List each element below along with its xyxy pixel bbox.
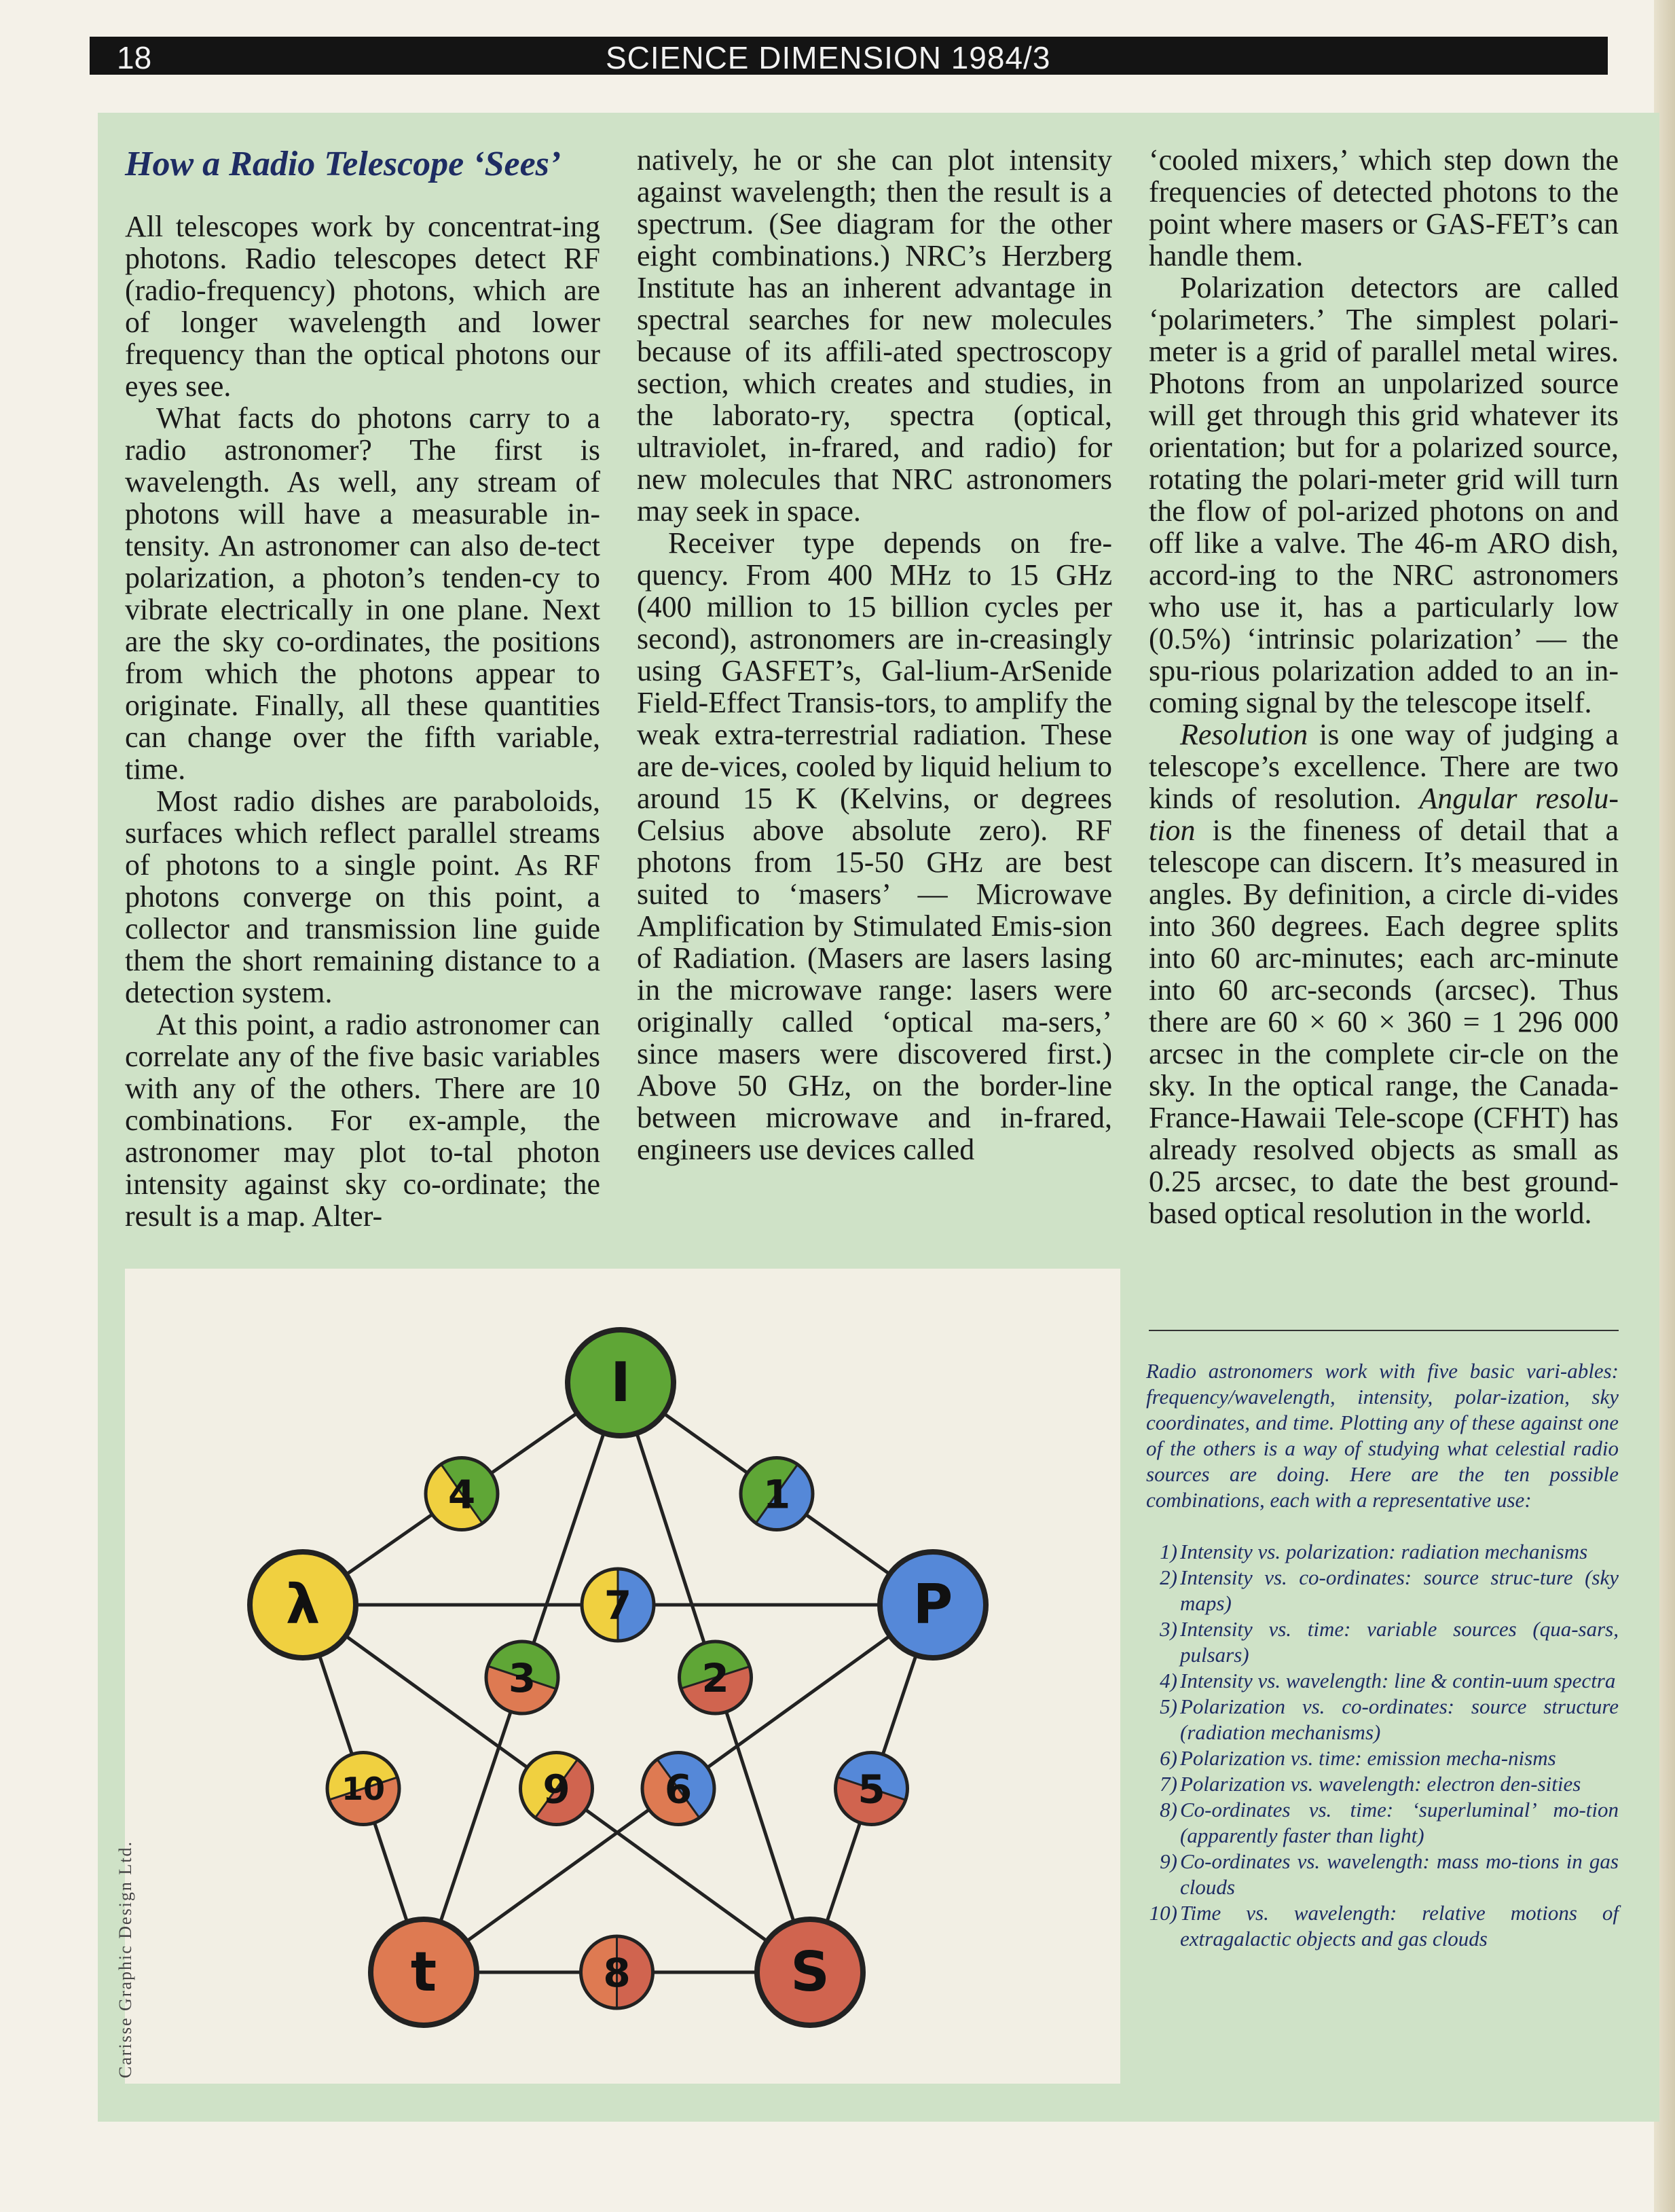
article-column-2: [637, 144, 1112, 1165]
caption-item-text: Polarization vs. wavelength: electron den-sities: [1180, 1772, 1581, 1796]
caption-item-text: Time vs. wavelength: relative motions of extragalactic objects and gas clouds: [1180, 1901, 1619, 1951]
caption-item-text: Intensity vs. time: variable sources (qua-sars, pulsars): [1180, 1617, 1619, 1667]
combination-label-6: 6: [664, 1766, 693, 1813]
paragraph: Receiver type depends on fre-quency. From 400 MHz to 15 GHz (400 million to 15 billion cycles per second), astronomers are in-creasingly using GASFET’s, Gal-lium-ArSenide Field-Effect Transis-tors, to amplify the weak extra-terrestrial radiation. These are de-vices, cooled by liquid helium to around 15 K (Kelvins, or degrees Celsius above absolute zero). RF photons from 15-50 GHz are best suited to ‘masers’ — Microwave Amplification by Stimulated Emis-sion of Radiation. (Masers are lasers lasing in the microwave range: lasers were originally called ‘optical ma-sers,’ since masers were discovered first.) Above 50 GHz, on the border-line between microwave and in-frared, engineers use devices called: [637, 526, 1112, 1166]
article-column-3: [1149, 144, 1619, 1229]
caption-item: [1146, 1539, 1619, 1565]
caption-intro: Radio astronomers work with five basic vari-ables: frequency/wavelength, intensity, polar-ization, sky coordinates, and time. Plotting any of these against one of the others is a way of studying what celestial radio sources are doing. Here are the ten possible combinations, each with a representative use:: [1146, 1359, 1619, 1512]
combination-label-9: 9: [542, 1766, 570, 1813]
variable-label-S: S: [790, 1940, 830, 2004]
combination-label-3: 3: [508, 1654, 536, 1701]
combination-label-10: 10: [341, 1771, 386, 1808]
diagram-svg: [125, 1269, 1120, 2084]
caption-item-number: 9): [1160, 1849, 1177, 1873]
article-column-1: [125, 144, 600, 1232]
variables-diagram: [125, 1269, 1120, 2084]
caption-item-number: 8): [1160, 1798, 1177, 1821]
running-head: SCIENCE DIMENSION 1984/3: [606, 40, 1051, 75]
diagram-caption: [1146, 1358, 1619, 1952]
caption-item-text: Polarization vs. co-ordinates: source structure (radiation mechanisms): [1180, 1694, 1619, 1744]
combination-label-5: 5: [858, 1766, 885, 1813]
paragraph: [1149, 719, 1619, 1229]
paragraph: What facts do photons carry to a radio astronomer? The first is wavelength. As well, any stream of photons will have a measurable in-tensity. An astronomer can also de-tect polarization, a photon’s tenden-cy to vibrate electrically in one plane. Next are the sky co-ordinates, the positions from which the photons appear to originate. Finally, all these quantities can change over the fifth variable, time.: [125, 401, 600, 786]
combination-label-7: 7: [604, 1582, 632, 1629]
paragraph: All telescopes work by concentrat-ing photons. Radio telescopes detect RF (radio-frequency) photons, which are of longer wavelength and lower frequency than the optical photons our eyes see.: [125, 210, 600, 403]
variable-label-P: P: [913, 1573, 953, 1636]
variable-label-t: t: [410, 1940, 437, 2004]
caption-item: [1146, 1900, 1619, 1952]
caption-item: [1146, 1668, 1619, 1694]
caption-item-number: 2): [1160, 1565, 1177, 1589]
paragraph-text: is one way of judging a telescope’s excellence. There are two kinds of resolution.: [1149, 718, 1619, 815]
caption-item: [1146, 1849, 1619, 1900]
paragraph: At this point, a radio astronomer can correlate any of the five basic variables with any of the others. There are 10 combinations. For ex-ample, the astronomer may plot to-tal photon intensity against sky co-ordinate; the result is a map. Alter-: [125, 1008, 600, 1233]
page-number: 18: [117, 40, 152, 75]
caption-item-text: Co-ordinates vs. wavelength: mass mo-tions in gas clouds: [1180, 1849, 1619, 1899]
article-title: How a Radio Telescope ‘Sees’: [125, 145, 562, 183]
caption-item-number: 1): [1160, 1540, 1177, 1563]
paragraph: natively, he or she can plot intensity against wavelength; then the result is a spectrum. (See diagram for the other eight combinations.) NRC’s Herzberg Institute has an inherent advantage in spectral searches for new molecules because of its affili-ated spectroscopy section, which creates and studies, in the laborato-ry, spectra (optical, ultraviolet, in-frared, and radio) for new molecules that NRC astronomers may seek in space.: [637, 143, 1112, 528]
paragraph: ‘cooled mixers,’ which step down the frequencies of detected photons to the point where masers or GAS-FET’s can handle them.: [1149, 143, 1619, 272]
caption-item-number: 10): [1149, 1901, 1177, 1925]
variable-label-lambda: λ: [285, 1573, 320, 1636]
caption-item-text: Co-ordinates vs. time: ‘superluminal’ mo-tion (apparently faster than light): [1180, 1798, 1619, 1847]
paragraph: Most radio dishes are paraboloids, surfaces which reflect parallel streams of photons to a single point. As RF photons converge on this point, a collector and transmission line guide them the short remaining distance to a detection system.: [125, 784, 600, 1009]
caption-item: [1146, 1797, 1619, 1849]
caption-item: [1146, 1616, 1619, 1668]
caption-item-number: 7): [1160, 1772, 1177, 1796]
combination-label-8: 8: [603, 1949, 631, 1996]
combination-label-1: 1: [762, 1471, 791, 1518]
term-resolution: Resolution: [1180, 718, 1308, 751]
caption-item-text: Intensity vs. wavelength: line & contin-uum spectra: [1180, 1669, 1616, 1692]
caption-item-number: 6): [1160, 1746, 1177, 1770]
illustration-credit: Carisse Graphic Design Ltd.: [115, 1840, 135, 2078]
caption-item: [1146, 1745, 1619, 1771]
caption-item-number: 3): [1160, 1617, 1177, 1641]
caption-item-text: Intensity vs. polarization: radiation mechanisms: [1180, 1540, 1588, 1563]
caption-item-number: 5): [1160, 1694, 1177, 1718]
paragraph-text: is the fineness of detail that a telescope can discern. It’s measured in angles. By definition, a circle di-vides into 360 degrees. Each degree splits into 60 arc-minutes; each arc-minute into 60 arc-seconds (arcsec). Thus there are 60 × 60 × 360 = 1 296 000 arcsec in the complete cir-cle on the sky. In the optical range, the Canada-France-Hawaii Tele-scope (CFHT) has already resolved objects as small as 0.25 arcsec, to date the best ground-based optical resolution in the world.: [1149, 814, 1619, 1230]
combination-label-2: 2: [701, 1654, 729, 1701]
caption-item: [1146, 1565, 1619, 1616]
variable-label-I: I: [610, 1351, 631, 1414]
caption-item: [1146, 1771, 1619, 1797]
term-angular-resolution: Angular resolu-tion: [1149, 782, 1619, 847]
caption-item: [1146, 1694, 1619, 1745]
combination-label-4: 4: [447, 1471, 476, 1518]
caption-item-number: 4): [1160, 1669, 1177, 1692]
caption-item-text: Intensity vs. co-ordinates: source struc-ture (sky maps): [1180, 1565, 1619, 1615]
caption-item-text: Polarization vs. time: emission mecha-nisms: [1180, 1746, 1556, 1770]
caption-rule: [1149, 1330, 1619, 1331]
caption-list: [1146, 1539, 1619, 1952]
paragraph: Polarization detectors are called ‘polarimeters.’ The simplest polari-meter is a grid of parallel metal wires. Photons from an unpolarized source will get through this grid whatever its orientation; but for a polarized source, rotating the polari-meter grid will turn the flow of pol-arized photons on and off like a valve. The 46-m ARO dish, accord-ing to the NRC astronomers who use it, has a particularly low (0.5%) ‘intrinsic polarization’ — the spu-rious polarization added to an in-coming signal by the telescope itself.: [1149, 271, 1619, 719]
